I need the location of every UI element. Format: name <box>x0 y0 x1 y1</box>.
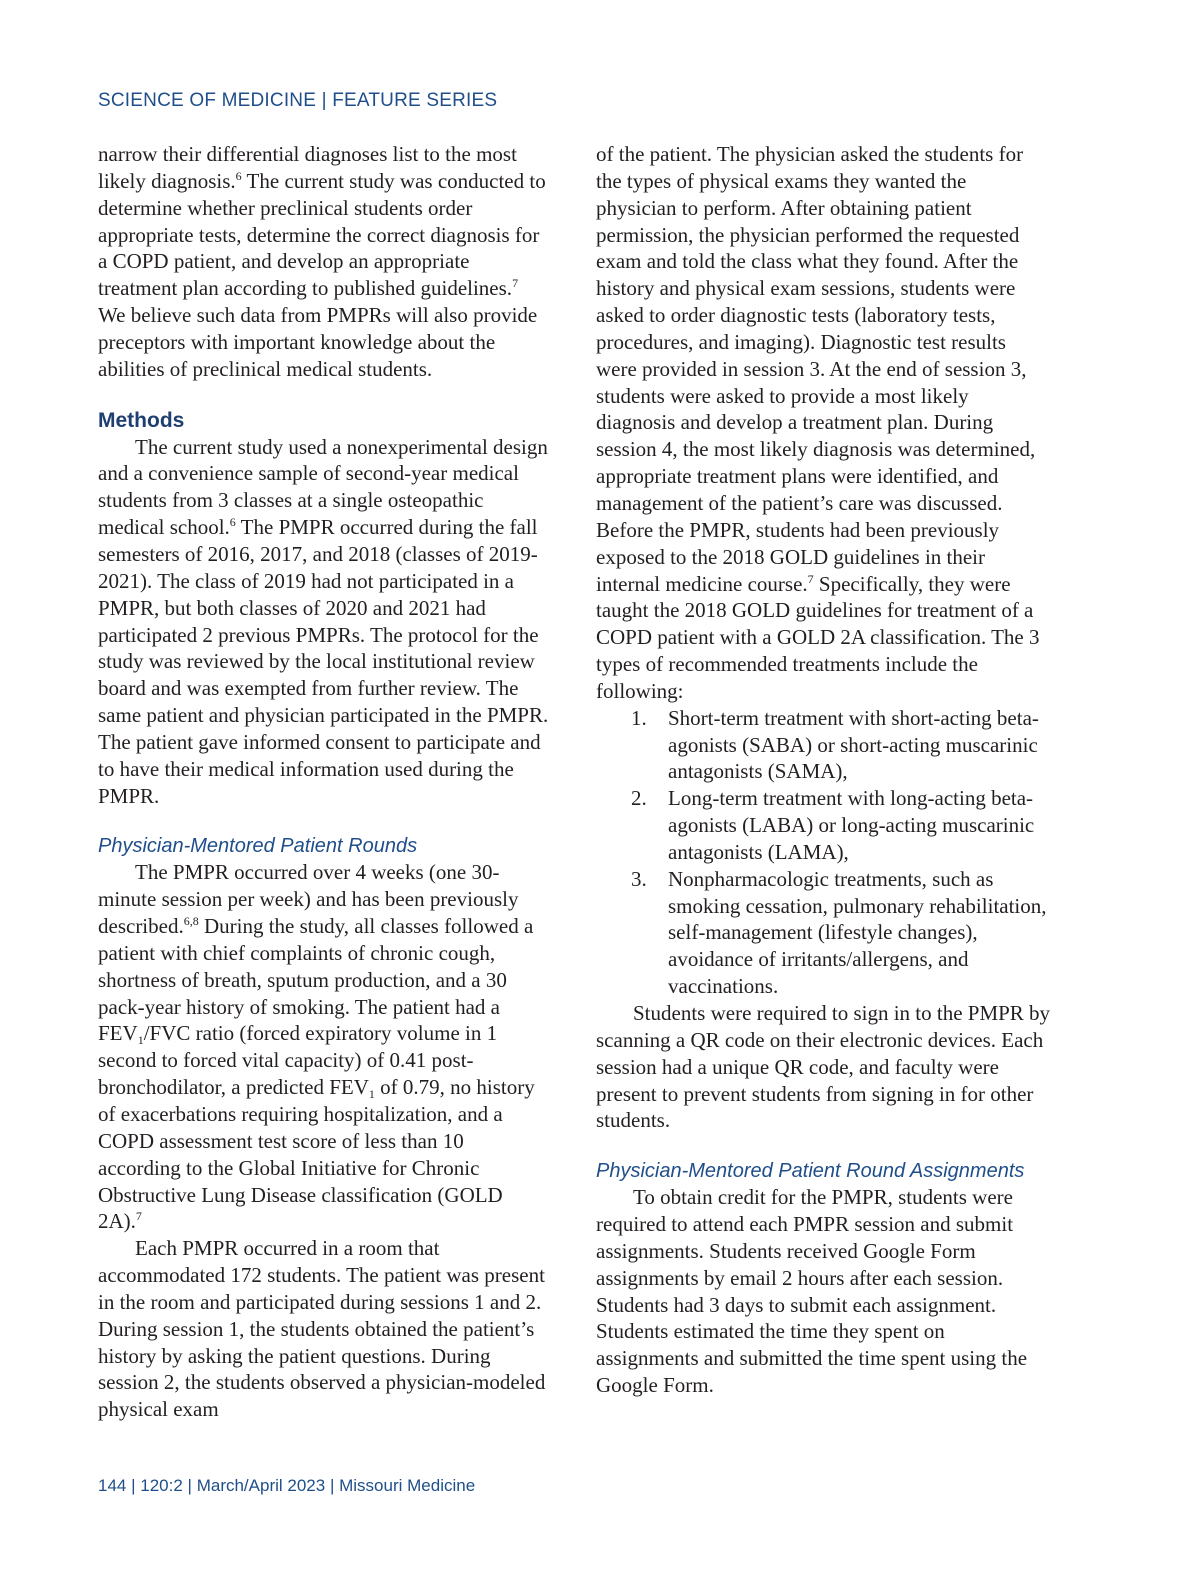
running-header <box>98 90 497 112</box>
page-number: 144 <box>98 1476 127 1495</box>
list-item: 3. Nonpharmacologic treatments, such as smoking cessation, pulmonary rehabilitation, self-management (lifestyle changes), avoidance of irritants/allergens, and vaccinations. <box>631 866 1047 999</box>
list-item: 1. Short-term treatment with short-acting beta-agonists (SABA) or short-acting muscarinic antagonists (SAMA), <box>631 705 1039 784</box>
citation: 6,8 <box>183 914 199 929</box>
journal-name: Missouri Medicine <box>339 1476 476 1495</box>
issue-number: 120:2 <box>140 1476 183 1495</box>
methods-paragraph: The current study used a nonexperimental design and a convenience sample of second-year medical students from 3 classes at a single osteopathic medical school.$^6$ The PMPR occurred during the fall semesters of 2016, 2017, and 2018 (classes of 2019-2021). The class of 2019 had not participated in a PMPR, but both classes of 2020 and 2021 had participated 2 previous PMPRs. The protocol for the study was reviewed by the local institutional review board and was exempted from further review. The same patient and physician participated in the PMPR. The patient gave informed consent to participate and to have their medical information used during the PMPR. <box>98 434 549 808</box>
header-separator: | <box>321 90 327 111</box>
methods-heading: Methods <box>98 408 185 432</box>
subscript: 1 <box>137 1033 144 1048</box>
left-column <box>98 141 550 1423</box>
list-item: 2. Long-term treatment with long-acting beta-agonists (LABA) or long-acting muscarinic antagonists (LAMA), <box>631 786 1035 864</box>
citation: 7 <box>512 276 519 291</box>
issue-date: March/April 2023 <box>196 1476 326 1495</box>
assignments-heading: Physician-Mentored Patient Round Assignments <box>596 1160 1025 1183</box>
subscript: 1 <box>368 1087 375 1102</box>
citation: 6 <box>235 168 242 183</box>
pmpr-heading: Physician-Mentored Patient Rounds <box>98 835 418 858</box>
room-paragraph: Each PMPR occurred in a room that accommodated 172 students. The patient was present in the room and participated during sessions 1 and 2. During session 1, the students obtained the patient’s history by asking the patient questions. During session 2, the students observed a physician-modeled physical exam <box>98 1236 546 1422</box>
header-section: SCIENCE OF MEDICINE <box>98 90 317 111</box>
treatment-list <box>596 705 1051 1000</box>
intro-paragraph: narrow their differential diagnoses list to the most likely diagnosis.$^6$ The current study was conducted to determine whether preclinical students order appropriate tests, determine the correct diagnosis for a COPD patient, and develop an appropriate treatment plan according to published guidelines.$^7$ We believe such data from PMPRs will also provide preceptors with important knowledge about the abilities of preclinical medical students. <box>98 142 546 381</box>
continuation-paragraph: of the patient. The physician asked the students for the types of physical exams they wanted the physician to perform. After obtaining patient permission, the physician performed the requested exam and told the class what they found. After the history and physical exam sessions, students were asked to order diagnostic tests (laboratory tests, procedures, and imaging). Diagnostic test results were provided in session 3. At the end of session 3, students were asked to provide a most likely diagnosis and develop a treatment plan. During session 4, the most likely diagnosis was determined, appropriate treatment plans were identified, and management of the patient’s care was discussed. Before the PMPR, students had been previously exposed to the 2018 GOLD guidelines in their internal medicine course.$^7$ Specifically, they were taught the 2018 GOLD guidelines for treatment of a COPD patient with a GOLD 2A classification. The 3 types of recommended treatments include the following: <box>596 142 1040 703</box>
page-footer: 144 | 120:2 | March/April 2023 | Missouri Medicine <box>98 1476 476 1495</box>
signin-paragraph: Students were required to sign in to the PMPR by scanning a QR code on their electronic devices. Each session had a unique QR code, and faculty were present to prevent students from signing in for other students. <box>596 1001 1051 1133</box>
citation: 6 <box>229 515 236 530</box>
citation: 7 <box>807 571 814 586</box>
assignments-paragraph: To obtain credit for the PMPR, students were required to attend each PMPR session and submit assignments. Students received Google Form assignments by email 2 hours after each session. Students had 3 days to submit each assignment. Students estimated the time they spent on assignments and submitted the time spent using the Google Form. <box>596 1185 1028 1398</box>
header-series: FEATURE SERIES <box>332 90 498 111</box>
right-column <box>596 141 1051 1399</box>
pmpr-paragraph: The PMPR occurred over 4 weeks (one 30-minute session per week) and has been previously described.$^{6,8}$ During the study, all classes followed a patient with chief complaints of chronic cough, shortness of breath, sputum production, and a 30 pack-year history of smoking. The patient had a $FEV_1$/FVC ratio (forced expiratory volume in 1 second to forced vital capacity) of 0.41 post-bronchodilator, a predicted $FEV_1$ of 0.79, no history of exacerbations requiring hospitalization, and a COPD assessment test score of less than 10 according to the Global Initiative for Chronic Obstructive Lung Disease classification (GOLD 2A).$^7$ <box>98 860 535 1234</box>
citation: 7 <box>135 1209 142 1224</box>
